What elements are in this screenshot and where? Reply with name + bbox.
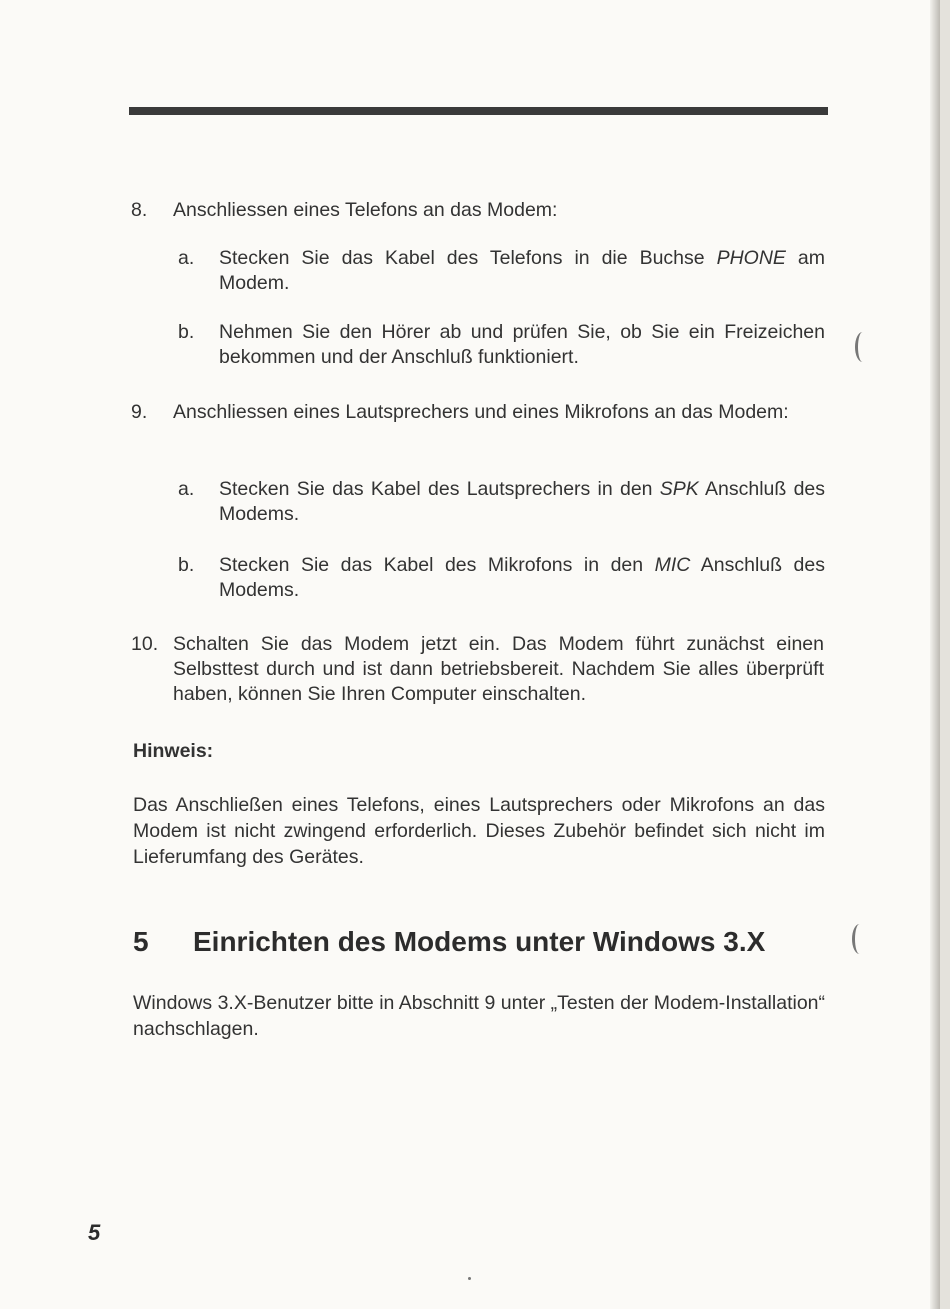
substep-letter: b. (178, 321, 195, 343)
step-text: Anschliessen eines Lautsprechers und eines Mikrofons an das Modem: (173, 401, 789, 423)
substep-text: Nehmen Sie den Hörer ab und prüfen Sie, ob Sie ein Freizeichen bekommen und der Anschluß funktioniert. (219, 321, 825, 368)
step-number: 9. (131, 401, 148, 423)
binding-hole-mark (855, 332, 870, 362)
substep-letter: a. (178, 247, 195, 269)
step-text: Schalten Sie das Modem jetzt ein. Das Modem führt zunächst einen Selbsttest durch und ist dann betriebsbereit. Nachdem Sie alles überprüft haben, können Sie Ihren Computer einschalten. (173, 633, 824, 705)
section-title: Einrichten des Modems unter Windows 3.X (193, 926, 766, 957)
port-label-mic: MIC (654, 554, 691, 576)
step-text: Anschliessen eines Telefons an das Modem: (173, 199, 558, 221)
step-number: 10. (131, 633, 159, 655)
port-label-phone: PHONE (716, 247, 786, 269)
section-number: 5 (133, 926, 149, 957)
binding-hole-mark (852, 924, 867, 954)
note-text: Das Anschließen eines Telefons, eines Lautsprechers oder Mikrofons an das Modem ist nicht zwingend erforderlich. Dieses Zubehör befindet sich nicht im Lieferumfang des Gerätes. (133, 794, 825, 868)
section-heading (133, 926, 765, 958)
substep-text: Stecken Sie das Kabel des Telefons in die Buchse PHONE am Modem. (219, 247, 825, 294)
note-heading: Hinweis: (133, 740, 214, 762)
section-text: Windows 3.X-Benutzer bitte in Abschnitt 9 unter „Testen der Modem-Installation“ nachschlagen. (133, 992, 825, 1040)
step-number: 8. (131, 199, 148, 221)
substep-letter: a. (178, 478, 195, 500)
substep-text: Stecken Sie das Kabel des Lautsprechers in den SPK Anschluß des Modems. (219, 478, 826, 525)
port-label-spk: SPK (659, 478, 699, 500)
scan-speck (468, 1277, 471, 1280)
page-edge-shadow (930, 0, 940, 1309)
substep-letter: b. (178, 554, 195, 576)
page-number: 5 (88, 1220, 101, 1245)
substep-text: Stecken Sie das Kabel des Mikrofons in den MIC Anschluß des Modems. (219, 554, 825, 601)
header-rule (129, 107, 828, 115)
